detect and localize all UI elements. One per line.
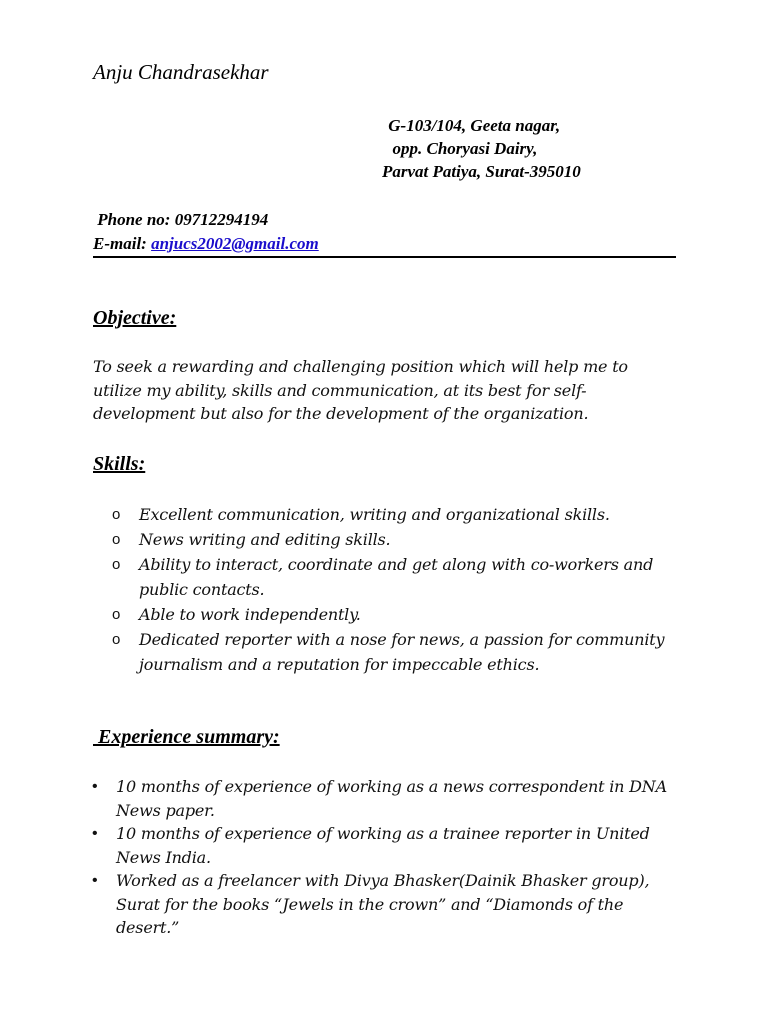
bullet-icon: o <box>112 531 121 548</box>
list-item <box>112 552 682 602</box>
objective-text: To seek a rewarding and challenging position which will help me to utilize my ability, skills and communication, at its best for self-development but also for the development of the organization. <box>93 357 628 423</box>
contact-block <box>93 208 319 256</box>
address-line: opp. Choryasi Dairy, <box>384 139 538 158</box>
experience-text: 10 months of experience of working as a news correspondent in DNA News paper. <box>116 777 667 820</box>
email-link[interactable]: anjucs2002@gmail.com <box>151 234 319 253</box>
phone-label: Phone no: <box>93 210 175 229</box>
experience-heading: Experience summary: <box>93 726 280 748</box>
skill-text: Ability to interact, coordinate and get along with co-workers and public contacts. <box>139 555 654 599</box>
experience-text: Worked as a freelancer with Divya Bhasker(Dainik Bhasker group), Surat for the books “Jewels in the crown” and “Diamonds of the desert.” <box>116 871 650 937</box>
bullet-icon: o <box>112 631 121 648</box>
email-line <box>93 232 319 256</box>
objective-heading: Objective: <box>93 307 177 329</box>
list-item <box>112 602 682 627</box>
list-item <box>112 502 682 527</box>
address-line: G-103/104, Geeta nagar, <box>384 116 561 135</box>
skill-text: Dedicated reporter with a nose for news, a passion for community journalism and a reputation for impeccable ethics. <box>139 630 665 674</box>
address-block <box>380 114 581 183</box>
address-line: Parvat Patiya, Surat-395010 <box>382 162 581 181</box>
bullet-icon: o <box>112 506 121 523</box>
bullet-icon: • <box>92 825 98 842</box>
email-label: E-mail: <box>93 234 152 253</box>
bullet-icon: o <box>112 606 121 623</box>
skills-list <box>112 502 682 677</box>
skills-heading: Skills: <box>93 453 146 475</box>
skill-text: Excellent communication, writing and organizational skills. <box>139 505 610 524</box>
list-item <box>112 627 682 677</box>
experience-list <box>90 775 668 940</box>
skill-text: Able to work independently. <box>139 605 361 624</box>
candidate-name: Anju Chandrasekhar <box>93 60 269 84</box>
experience-text: 10 months of experience of working as a trainee reporter in United News India. <box>116 824 650 867</box>
list-item <box>90 822 668 869</box>
phone-line <box>93 208 319 232</box>
bullet-icon: • <box>92 778 98 795</box>
bullet-icon: o <box>112 556 121 573</box>
phone-number: 09712294194 <box>174 210 269 229</box>
header-divider <box>93 256 676 258</box>
list-item <box>112 527 682 552</box>
list-item <box>90 869 668 940</box>
bullet-icon: • <box>92 872 98 889</box>
skill-text: News writing and editing skills. <box>139 530 391 549</box>
list-item <box>90 775 668 822</box>
